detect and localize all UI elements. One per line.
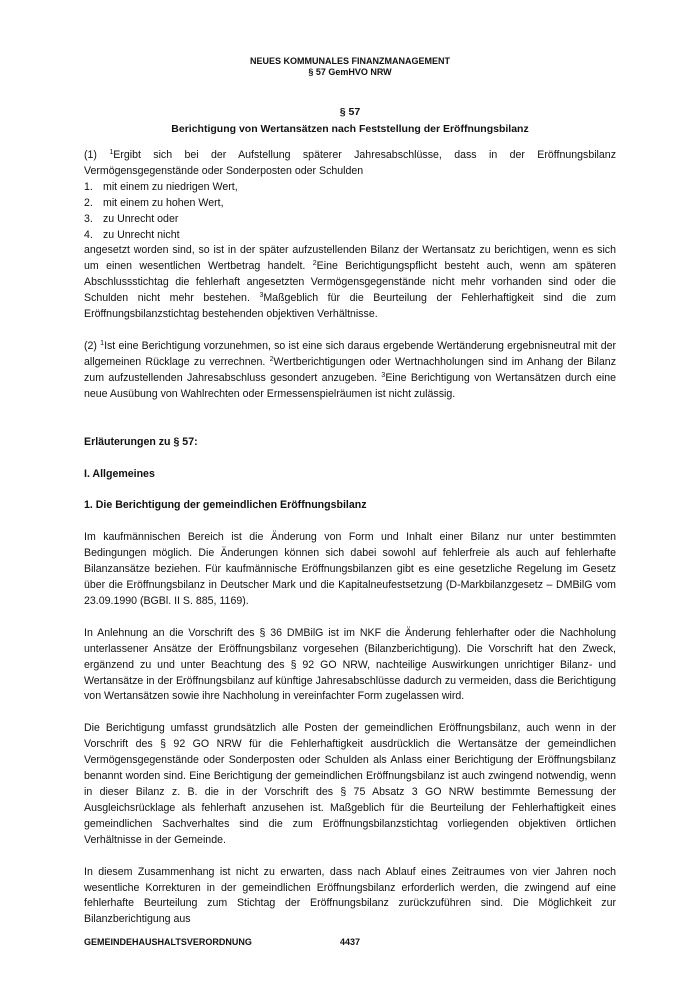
- list-item-number: 1.: [84, 180, 93, 193]
- sentence-number: 3: [381, 371, 386, 379]
- abs2-sentence-2: Wertberichtigungen oder Wertnachholungen sind im Anhang der Bilanz zum aufzustellenden Jahresabschluss gesondert anzugeben.: [84, 355, 616, 384]
- paragraph-explanation-3: Die Berichtigung umfasst grundsätzlich alle Posten der gemeindlichen Eröffnungsbilanz, auch wenn in der Vorschrift des § 92 GO NRW für die Fehlerhaftigkeit ausdrücklich die Wertansätze der gemeindlichen Vermögensgegenstände oder Sonderposten oder Schulden als Anlass einer Berichtigung der Eröffnungsbilanz benannt worden sind. Eine Berichtigung der gemeindlichen Eröffnungsbilanz ist auch zwingend notwendig, wenn in dieser Bilanz z. B. die in der Vorschrift des § 75 Absatz 3 GO NRW bestimmte Bemessung der Ausgleichsrücklage als fehlerhaft anzusehen ist. Maßgeblich für die Beurteilung der Fehlerhaftigkeit eines gemeindlichen Sachverhaltes sind die zum Eröffnungsbilanzstichtag vorliegenden objektiven örtlichen Verhältnisse in der Gemeinde.: [84, 722, 616, 846]
- list-item-number: 2.: [84, 196, 93, 209]
- section-heading: [0, 104, 700, 138]
- list-item-text: zu Unrecht nicht: [103, 228, 180, 241]
- section-number: § 57: [339, 106, 361, 118]
- abs1-tail-text: angesetzt worden sind, so ist in der später aufzustellenden Bilanz der Wertansatz zu berichtigen, wenn es sich um einen wesentlichen Wertbetrag handelt.: [84, 244, 616, 273]
- running-header: [0, 56, 700, 78]
- list-item-text: mit einem zu hohen Wert,: [103, 196, 224, 209]
- header-line-2: § 57 GemHVO NRW: [308, 67, 392, 77]
- paragraph-explanation-4: In diesem Zusammenhang ist nicht zu erwarten, dass nach Ablauf eines Zeitraumes von vier Jahren noch wesentliche Korrekturen in der gemeindlichen Eröffnungsbilanz erforderlich werden, die zwingend auf eine fehlerhafte Beurteilung zum Stichtag der Eröffnungsbilanz zurückzuführen sind. Die Möglichkeit zur Bilanzberichtigung aus: [84, 865, 616, 926]
- sentence-number: 2: [312, 260, 317, 268]
- section-title: Berichtigung von Wertansätzen nach Feststellung der Eröffnungsbilanz: [171, 123, 529, 135]
- list-item-text: mit einem zu niedrigen Wert,: [103, 180, 238, 193]
- footer-label: GEMEINDEHAUSHALTSVERORDNUNG: [84, 937, 252, 947]
- list-item: [84, 180, 616, 196]
- list-item-number: 4.: [84, 228, 93, 241]
- abs1-list: [84, 180, 616, 244]
- sentence-number: 3: [259, 292, 264, 300]
- list-item: [84, 228, 616, 244]
- paragraph-abs2: [84, 339, 616, 403]
- abs1-label: (1): [84, 149, 110, 161]
- page-number: 4437: [340, 937, 361, 947]
- explanations-heading: Erläuterungen zu § 57:: [84, 435, 198, 448]
- sentence-number: 1: [100, 339, 105, 347]
- abs2-sentence-1: Ist eine Berichtigung vorzunehmen, so ist eine sich daraus ergebende Wertänderung ergebnisneutral mit der allgemeinen Rücklage zu verrechnen.: [84, 339, 617, 368]
- list-item: [84, 212, 616, 228]
- abs2-sentence-3: Eine Berichtigung von Wertansätzen durch eine neue Ausübung von Wahlrechten oder Ermessenspielräumen ist nicht zulässig.: [84, 371, 616, 400]
- abs1-sentence-1: Ergibt sich bei der Aufstellung späterer Jahresabschlüsse, dass in der Eröffnungsbilanz Vermögensgegenstände oder Sonderposten oder Schulden: [84, 149, 616, 177]
- sentence-number: 2: [269, 355, 274, 363]
- sentence-number: 1: [109, 149, 114, 156]
- list-item-text: zu Unrecht oder: [103, 212, 179, 225]
- abs2-label: (2): [84, 339, 101, 352]
- paragraph-explanation-1: Im kaufmännischen Bereich ist die Änderung von Form und Inhalt einer Bilanz nur unter bestimmten Bedingungen möglich. Die Änderungen können sich dabei sowohl auf fehlerfreie als auch auf fehlerhafte Bilanzansätze beziehen. Für kaufmännische Eröffnungsbilanzen gibt es eine gesetzliche Regelung im Gesetz über die Eröffnungsbilanz in Deutscher Mark und die Kapitalneufestsetzung (D-Markbilanzgesetz – DMBilG vom 23.09.1990 (BGBl. II S. 885, 1169).: [84, 531, 616, 607]
- document-body: [84, 148, 616, 928]
- paragraph-explanation-2: In Anlehnung an die Vorschrift des § 36 DMBilG ist im NKF die Änderung fehlerhafter oder die Nachholung unterlassener Ansätze der Eröffnungsbilanz vorgesehen (Bilanzberichtigung). Die Vorschrift hat den Zweck, ergänzend zu und unter Beachtung des § 92 GO NRW, nachteilige Auswirkungen unrichtiger Bilanz- und Wertansätze in der Eröffnungsbilanz auf künftige Jahresabschlüsse dadurch zu vermeiden, dass die Berichtigung von Wertansätzen sowie ihre Nachholung in vereinfachter Form zugelassen wird.: [84, 626, 616, 703]
- paragraph-abs1-tail: [84, 243, 616, 323]
- paragraph-abs1-intro: [84, 148, 616, 180]
- chapter-heading: I. Allgemeines: [84, 467, 155, 480]
- list-item: [84, 196, 616, 212]
- abs1-sentence-2: Eine Berichtigungspflicht besteht auch, wenn am späteren Abschlussstichtag die fehlerhaft angesetzten Vermögensgegenstände nicht mehr vorhanden sind oder die Schulden nicht mehr bestehen.: [84, 260, 616, 305]
- abs1-sentence-3: Maßgeblich für die Beurteilung der Fehlerhaftigkeit sind die zum Eröffnungsbilanzstichtag bestehenden objektiven Verhältnisse.: [84, 292, 616, 321]
- subchapter-heading: 1. Die Berichtigung der gemeindlichen Eröffnungsbilanz: [84, 499, 367, 512]
- header-line-1: NEUES KOMMUNALES FINANZMANAGEMENT: [250, 56, 450, 66]
- list-item-number: 3.: [84, 212, 93, 225]
